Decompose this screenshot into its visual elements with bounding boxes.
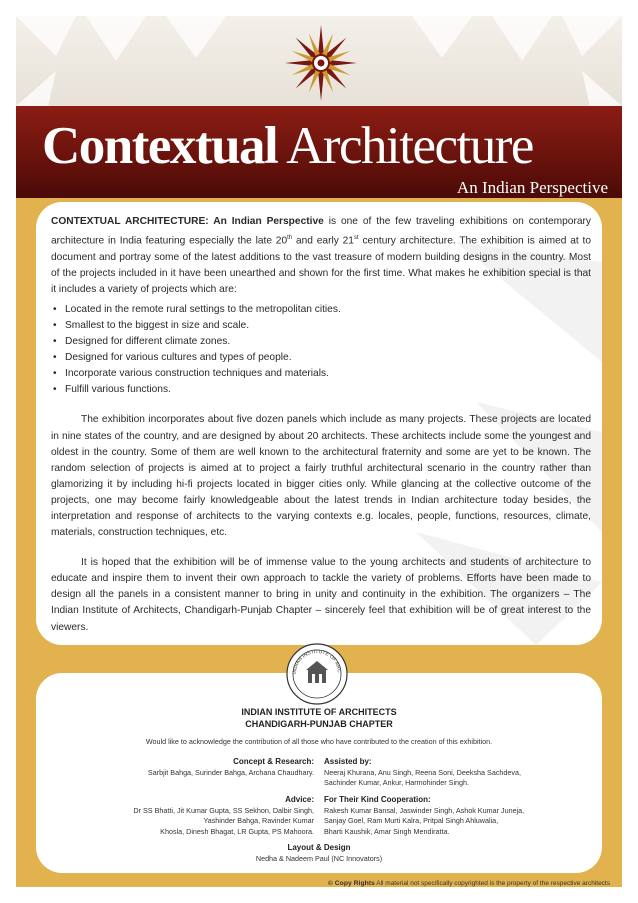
org-name-line-2: CHANDIGARH-PUNJAB CHAPTER: [245, 719, 393, 729]
intro-paragraph: [51, 214, 591, 298]
advice-names-2: Yashinder Bahga, Ravinder Kumar: [203, 816, 314, 825]
intro-text-a: is one of the few traveling exhibitions on contemporary architecture in India featuring especially the late 20: [51, 216, 591, 247]
iia-seal-icon: [286, 643, 348, 705]
intro-lead: CONTEXTUAL ARCHITECTURE: An Indian Perspective: [51, 216, 324, 227]
assisted-names-1: Neeraj Khurana, Anu Singh, Reena Soni, Deeksha Sachdeva,: [324, 767, 521, 777]
list-item: • Designed for different climate zones.: [65, 334, 591, 350]
cooperation-block: [324, 795, 594, 837]
list-item: • Located in the remote rural settings to the metropolitan cities.: [65, 302, 591, 318]
title-bold: Contextual: [42, 117, 278, 175]
advice-names-3: Khosla, Dinesh Bhagat, LR Gupta, PS Mahoora.: [160, 826, 314, 836]
layout-names: Nedha & Nadeem Paul (NC Innovators): [255, 853, 383, 863]
acknowledgement: Would like to acknowledge the contribution of all those who have contributed to the creation of this exhibition.: [145, 737, 493, 746]
poster: [16, 16, 622, 887]
copyright-text: All material not specifically copyrighted is the property of the respective architects: [374, 880, 610, 887]
org-name-line-1: INDIAN INSTITUTE OF ARCHITECTS: [241, 707, 397, 717]
intro-sup-1: th: [287, 235, 293, 242]
assisted-block: [324, 757, 594, 789]
cooperation-names-3: Bharti Kaushik, Amar Singh Mendiratta.: [324, 826, 450, 836]
cooperation-heading: For Their Kind Cooperation:: [324, 795, 431, 804]
feature-list: [51, 302, 591, 399]
layout-block: [36, 843, 602, 864]
list-item: • Designed for various cultures and types of people.: [65, 350, 591, 366]
paragraph-2: The exhibition incorporates about five dozen panels which include as many projects. These projects are located in nine states of the country, and are designed by about 20 architects. These architects include some the youngest and oldest in the country. Some of them are well known to the architectural fraternity and some are yet to be known. The random selection of projects is aimed at to project a fairly truthful architectural scenario in the country rather than glamorizing it by including hi-fi projects located in bigger cities only. While glancing at the collective outcome of the projects, one may become fairly knowledgeable about the latest trends in Indian architecture today besides, the interpretation and response of architects to the varying contexts e.g. locales, people, functions, resources, climate, materials, construction techniques, etc.: [51, 414, 591, 539]
intro-text-c: century architecture. The exhibition is aimed at to document and portray some of the latest additions to the vast treasure of modern building designs in the country. Most of the projects included in it have been unearthed and shown for the first time. What makes he exhibition special is that it includes a variety of projects which are:: [51, 235, 592, 295]
cooperation-names-1: Rakesh Kumar Bansal, Jaswinder Singh, Ashok Kumar Juneja,: [324, 805, 525, 815]
layout-heading: Layout & Design: [287, 843, 351, 852]
concept-names: Sarbjit Bahga, Surinder Bahga, Archana Chaudhary.: [147, 767, 314, 777]
advice-heading: Advice:: [285, 795, 314, 804]
title-regular: Architecture: [286, 117, 533, 175]
sunburst-logo-icon: [284, 24, 358, 102]
page-title: [42, 116, 533, 176]
list-item: • Incorporate various construction techniques and materials.: [65, 366, 591, 382]
list-item: • Smallest to the biggest in size and scale.: [65, 318, 591, 334]
intro-text-b: and early 21: [292, 235, 354, 247]
content-panel: [36, 202, 602, 645]
page-subtitle: An Indian Perspective: [456, 178, 608, 197]
advice-block: [44, 795, 314, 837]
copyright-notice: [328, 880, 610, 887]
cooperation-names-2: Sanjay Goel, Ram Murti Kalra, Pritpal Singh Ahluwalia,: [324, 816, 499, 825]
list-item: • Fulfill various functions.: [65, 382, 591, 398]
intro-sup-2: st: [353, 235, 359, 242]
body-text: [51, 214, 591, 636]
concept-heading: Concept & Research:: [233, 757, 314, 766]
copyright-lead: © Copy Rights: [327, 880, 375, 887]
concept-block: [44, 757, 314, 778]
seal-text: INDIAN INSTITUTE OF ARC: [291, 648, 343, 675]
assisted-names-2: Sachinder Kumar, Ankur, Harmohinder Singh.: [324, 778, 470, 787]
advice-names-1: Dr SS Bhatti, Jit Kumar Gupta, SS Sekhon, Dalbir Singh,: [133, 805, 314, 815]
assisted-heading: Assisted by:: [324, 757, 372, 766]
paragraph-3: It is hoped that the exhibition will be of immense value to the young architects and students of architecture to educate and inspire them to invent their own approach to tackle the variety of problems. Efforts have been made to design all the panels in a consistent manner to bring in unity and continuity in the exhibition. The organizers – The Indian Institute of Architects, Chandigarh-Punjab Chapter – sincerely feel that exhibition will be of great interest to the viewers.: [51, 557, 591, 633]
